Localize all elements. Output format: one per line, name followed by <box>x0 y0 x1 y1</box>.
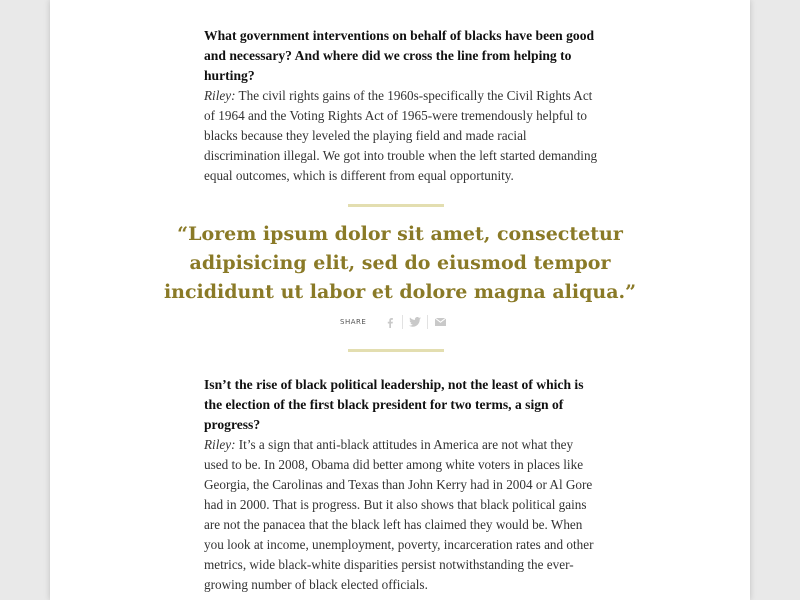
qa-block-2 <box>204 375 600 595</box>
mail-icon <box>435 318 446 326</box>
share-label: SHARE <box>340 318 367 326</box>
facebook-icon <box>386 317 394 328</box>
interview-answer <box>204 86 600 186</box>
interview-answer <box>204 435 600 595</box>
share-facebook-button[interactable] <box>378 314 402 330</box>
answer-text: The civil rights gains of the 1960s-specifically the Civil Rights Act of 1964 and the Voting Rights Act of 1965-were tremendously helpful to blacks because they leveled the playing field and made racial discrimination illegal. We got into trouble when the left started demanding equal outcomes, which is different from equal opportunity. <box>204 88 598 183</box>
twitter-icon <box>409 317 421 327</box>
pullquote-top-rule <box>348 204 444 207</box>
article-page <box>50 0 750 600</box>
answer-text: It’s a sign that anti-black attitudes in America are not what they used to be. In 2008, Obama did better among white voters in places like Georgia, the Carolinas and Texas than John Kerry had in 2004 or Al Gore had in 2000. That is progress. But it also shows that black political gains are not the panacea that the black left has claimed they would be. When you look at income, unemployment, poverty, incarceration rates and other metrics, wide black-white disparities persist notwithstanding the ever-growing number of black elected officials. <box>204 437 594 592</box>
share-twitter-button[interactable] <box>403 314 427 330</box>
speaker-name: Riley: <box>204 88 236 103</box>
qa-block-1 <box>204 26 600 186</box>
pullquote-bottom-rule <box>348 349 444 352</box>
pullquote: “Lorem ipsum dolor sit amet, consectetur adipisicing elit, sed do eiusmod tempor incididunt ut labor et dolore magna aliqua.” <box>163 223 637 303</box>
share-bar <box>340 312 452 332</box>
share-email-button[interactable] <box>428 314 452 330</box>
interview-question: Isn’t the rise of black political leadership, not the least of which is the election of the first black president for two terms, a sign of progress? <box>204 377 584 432</box>
speaker-name: Riley: <box>204 437 236 452</box>
interview-question: What government interventions on behalf of blacks have been good and necessary? And where did we cross the line from helping to hurting? <box>204 28 595 83</box>
